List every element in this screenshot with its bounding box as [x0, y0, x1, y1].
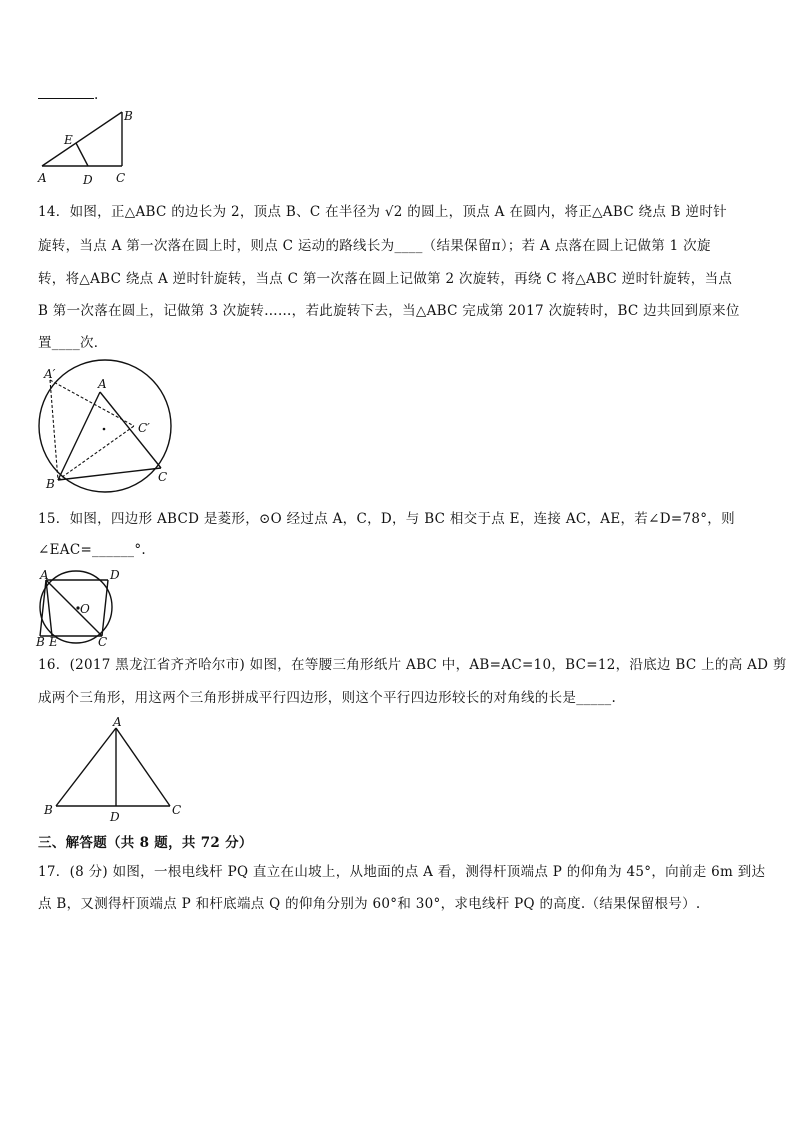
- label-B: B: [124, 109, 133, 123]
- q14-line-4: B 第一次落在圆上，记做第 3 次旋转……，若此旋转下去，当△ABC 完成第 2017 次旋转时，BC 边共回到原来位: [38, 303, 740, 319]
- q14-line-3: 转，将△ABC 绕点 A 逆时针旋转，当点 C 第一次落在圆上记做第 2 次旋转，再绕 C 将△ABC 逆时针旋转，当点: [38, 271, 733, 287]
- label-A: A: [38, 171, 47, 185]
- label-B: B: [36, 635, 45, 649]
- q17-line-1: 17．(8 分) 如图，一根电线杆 PQ 直立在山坡上，从地面的点 A 看，测得杆顶端点 P 的仰角为 45°，向前走 6m 到达: [38, 864, 766, 880]
- label-E: E: [49, 635, 58, 649]
- label-B: B: [44, 803, 53, 817]
- figure-13-right-triangle: [36, 108, 136, 188]
- q16-line-2: 成两个三角形，用这两个三角形拼成平行四边形，则这个平行四边形较长的对角线的长是_____.: [38, 690, 617, 706]
- q15-line-1: 15．如图，四边形 ABCD 是菱形，⊙O 经过点 A，C，D，与 BC 相交于点 E，连接 AC，AE，若∠D=78°，则: [38, 511, 735, 527]
- figure-16-isosceles-triangle: [40, 714, 190, 822]
- figure-15-rhombus-circle: [36, 566, 136, 652]
- label-O: O: [80, 602, 90, 616]
- label-C: C: [116, 171, 126, 185]
- q15-line-2: ∠EAC=______°.: [38, 542, 146, 558]
- q14-line-5: 置____次．: [38, 335, 108, 351]
- answer-blank: [38, 84, 94, 99]
- q14-line-2: 旋转，当点 A 第一次落在圆上时，则点 C 运动的路线长为____（结果保留π）；若 A 点落在圆上记做第 1 次旋: [38, 238, 711, 254]
- q17-line-2: 点 B，又测得杆顶端点 P 和杆底端点 Q 的仰角分别为 60°和 30°，求电线杆 PQ 的高度.（结果保留根号）.: [38, 896, 701, 912]
- label-C: C: [98, 635, 108, 649]
- section-3-title: 三、解答题（共 8 题，共 72 分）: [38, 835, 253, 851]
- label-C: C: [158, 470, 168, 484]
- label-C: C: [172, 803, 182, 817]
- label-B: B: [46, 477, 55, 491]
- label-A: A: [113, 715, 122, 729]
- figure-14-circle-triangle: [36, 362, 186, 492]
- label-D: D: [110, 810, 120, 824]
- label-D: D: [110, 568, 120, 582]
- label-C-prime: C′: [138, 421, 150, 435]
- label-A: A: [40, 568, 49, 582]
- label-A-prime: A′: [44, 367, 56, 381]
- label-D: D: [83, 173, 93, 187]
- label-E: E: [64, 133, 73, 147]
- q14-line-1: 14．如图，正△ABC 的边长为 2，顶点 B、C 在半径为 √2 的圆上，顶点 A 在圆内，将正△ABC 绕点 B 逆时针: [38, 204, 727, 220]
- previous-answer-line: .: [38, 84, 99, 105]
- label-A: A: [98, 377, 107, 391]
- q16-line-1: 16．(2017 黑龙江省齐齐哈尔市) 如图，在等腰三角形纸片 ABC 中，AB=AC=10，BC=12，沿底边 BC 上的高 AD 剪: [38, 657, 787, 673]
